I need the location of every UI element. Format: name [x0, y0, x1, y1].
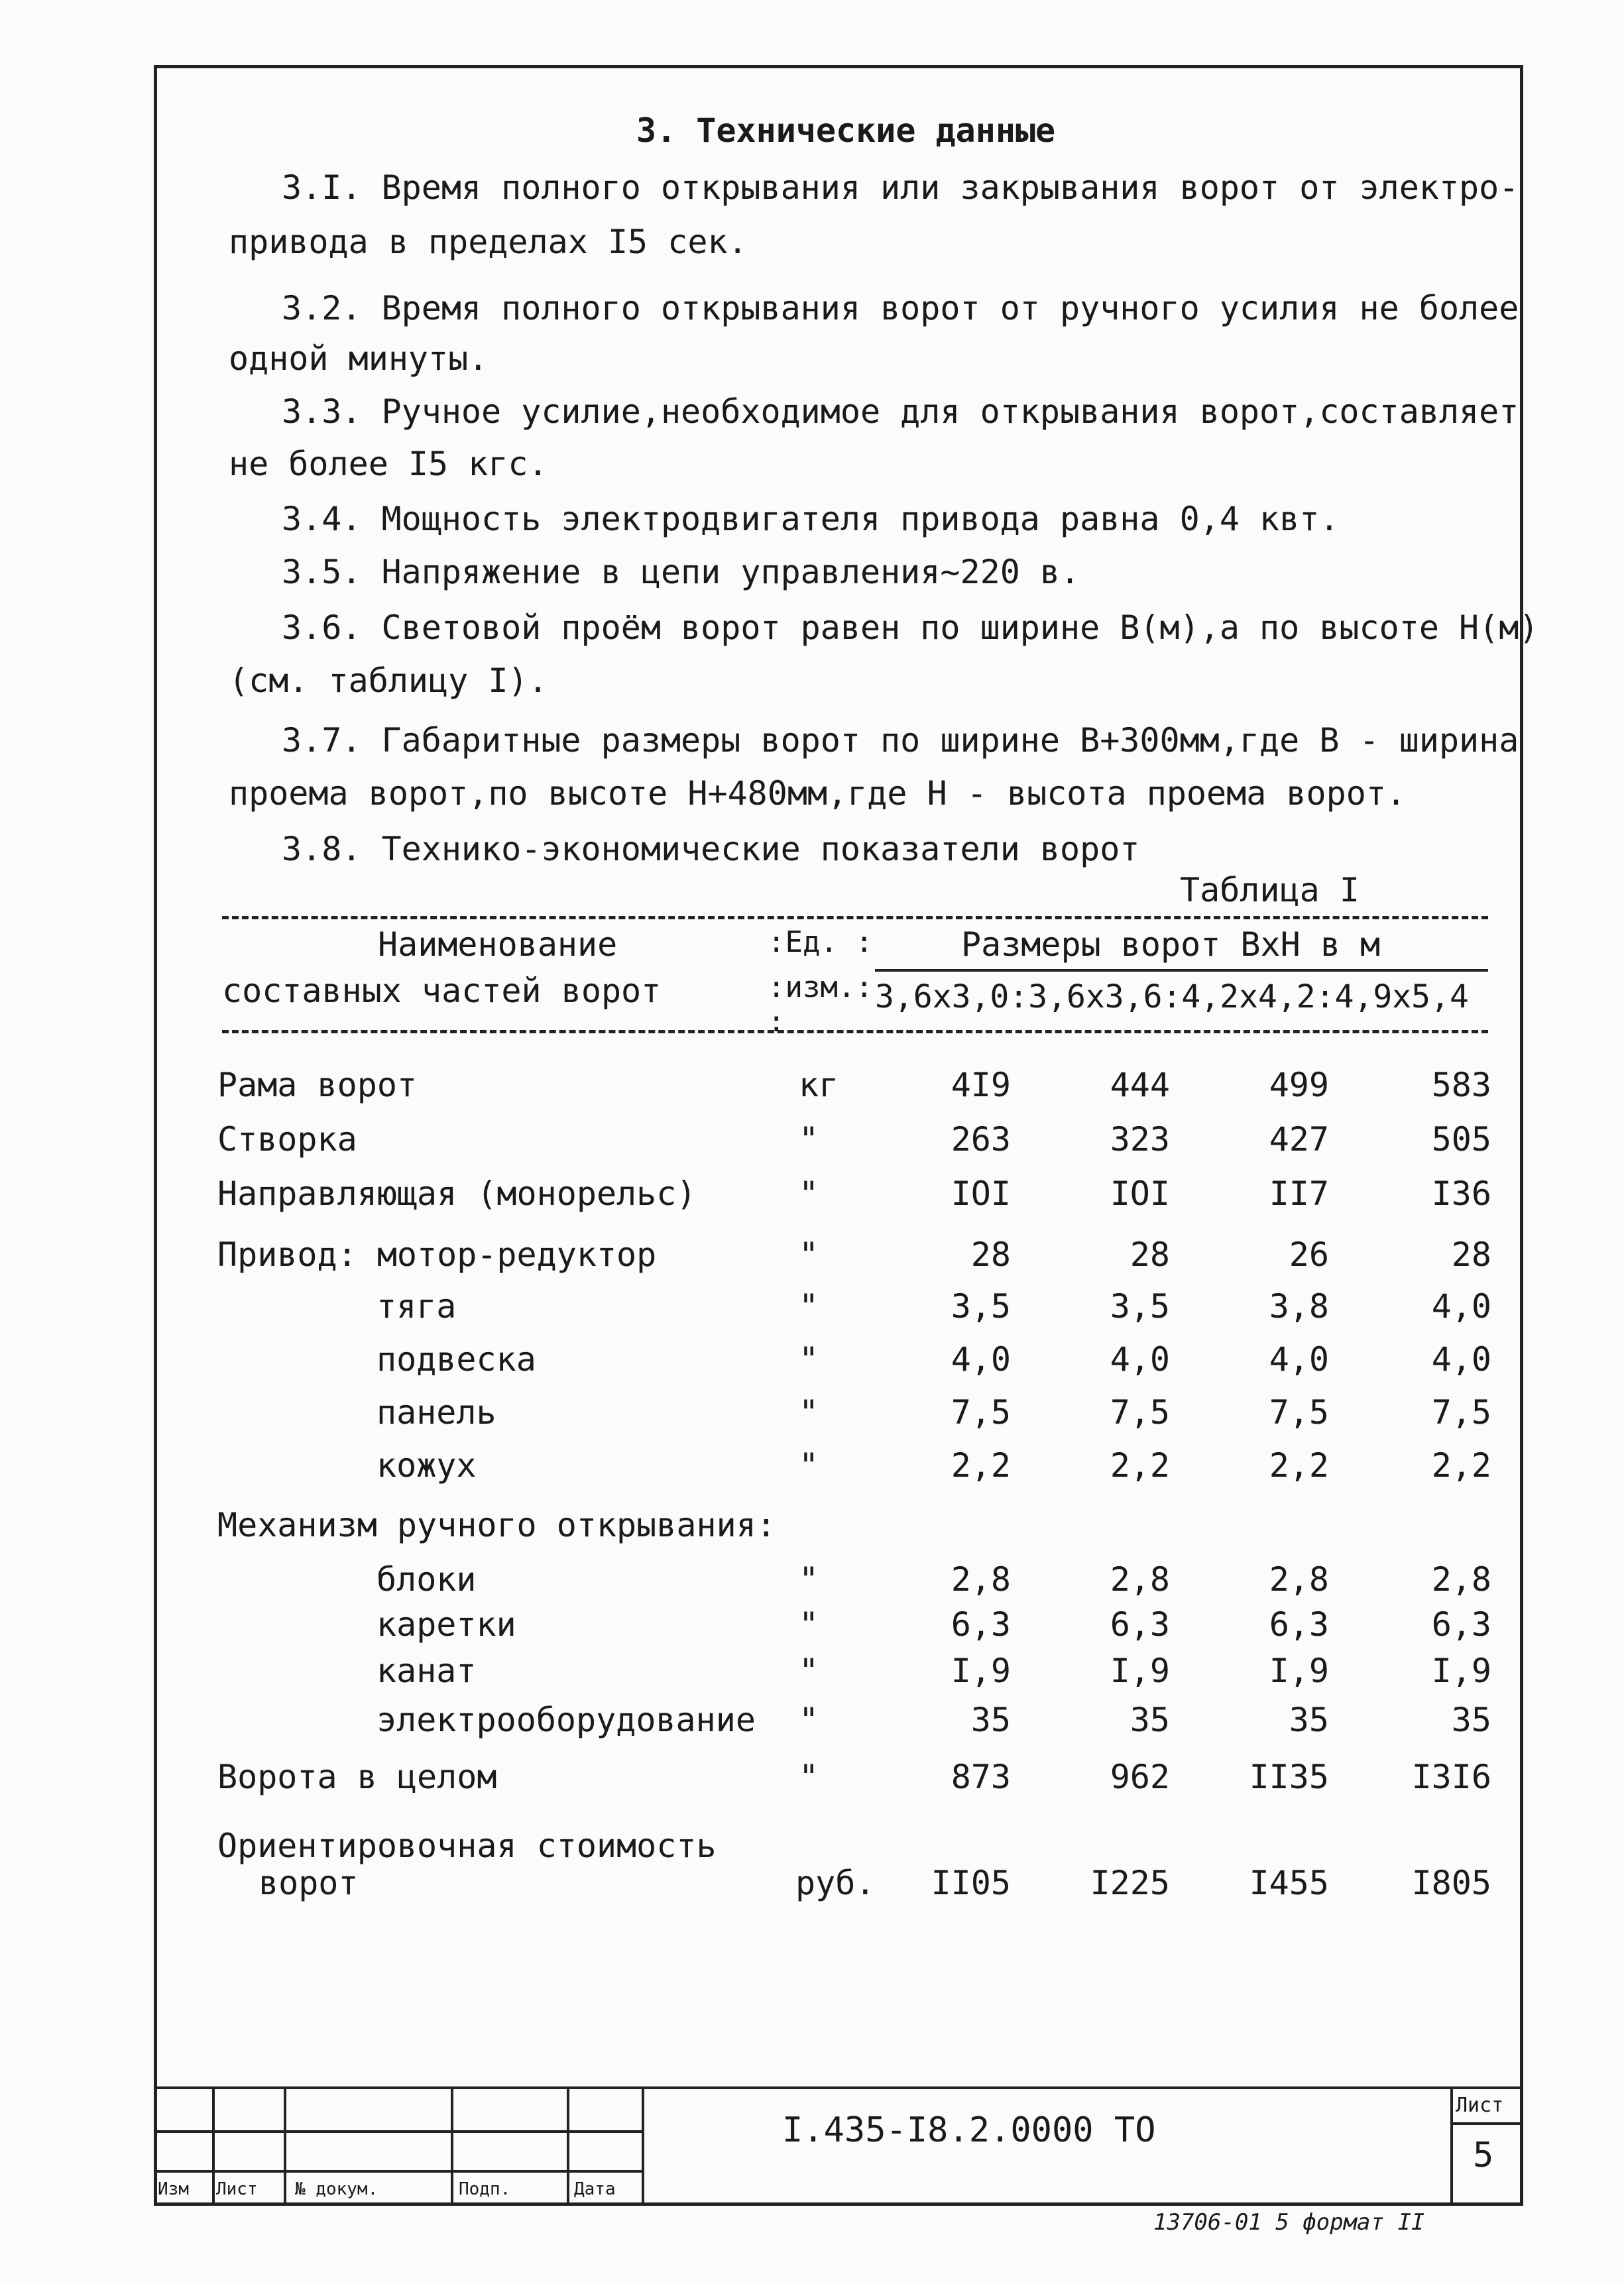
stamp-col-label: Подп. [459, 2179, 511, 2199]
table-row-name: Привод: мотор-редуктор [217, 1235, 657, 1274]
table-row-name: электрооборудование [377, 1701, 756, 1739]
section-title: 3. Технические данные [636, 111, 1056, 150]
paragraph-line: 3.2. Время полного открывания ворот от ручного усилия не более [282, 289, 1519, 327]
table-row-unit: кг [799, 1066, 839, 1104]
table-row-unit: " [799, 1605, 819, 1644]
table-cell-value: 4,0 [951, 1340, 1011, 1379]
stamp-sheet-rule [1450, 2122, 1523, 2125]
table-cell-value: 3,5 [1110, 1287, 1170, 1326]
table-cell-value: 26 [1289, 1235, 1329, 1274]
table-row-unit: " [799, 1120, 819, 1159]
table-cell-value: II05 [931, 1864, 1011, 1902]
table-cell-value: II7 [1269, 1174, 1329, 1213]
table-row-unit: " [799, 1393, 819, 1432]
table-row-unit: " [799, 1701, 819, 1739]
stamp-col-rule [284, 2086, 286, 2206]
table-cell-value: 2,8 [1269, 1560, 1329, 1599]
table-cell-value: IOI [1110, 1174, 1170, 1213]
table-cell-value: 444 [1110, 1066, 1170, 1104]
stamp-row-rule [154, 2130, 644, 2133]
table-cell-value: 962 [1110, 1758, 1170, 1796]
table-cell-value: 2,2 [951, 1446, 1011, 1485]
table-cell-value: 3,8 [1269, 1287, 1329, 1326]
table-header-rule [222, 1030, 1488, 1033]
table-cell-value: 499 [1269, 1066, 1329, 1104]
table-cell-value: 427 [1269, 1120, 1329, 1159]
paragraph-line: привода в пределах I5 сек. [229, 223, 748, 261]
table-cell-value: I,9 [951, 1652, 1011, 1690]
stamp-col-rule [451, 2086, 453, 2206]
stamp-col-rule [567, 2086, 569, 2206]
table-cell-value: 2,2 [1269, 1446, 1329, 1485]
table-cell-value: 505 [1431, 1120, 1491, 1159]
header-name-line2: составных частей ворот [222, 972, 662, 1010]
table-cell-value: 2,8 [1431, 1560, 1491, 1599]
paragraph-line: одной минуты. [229, 339, 489, 378]
table-cell-value: 35 [970, 1701, 1011, 1739]
table-cell-value: 35 [1289, 1701, 1329, 1739]
table-cell-value: 3,5 [951, 1287, 1011, 1326]
table-cell-value: 7,5 [951, 1393, 1011, 1432]
header-sizes-rule [875, 969, 1488, 972]
stamp-col-rule [1450, 2086, 1453, 2206]
table-cell-value: 263 [951, 1120, 1011, 1159]
header-unit-line2: :изм.: [768, 970, 873, 1004]
table-cell-value: 35 [1451, 1701, 1491, 1739]
table-row-unit: руб. [795, 1864, 876, 1902]
table-top-rule [222, 916, 1488, 919]
table-cell-value: 4,0 [1269, 1340, 1329, 1379]
table-cell-value: 7,5 [1431, 1393, 1491, 1432]
table-row-unit: " [799, 1652, 819, 1690]
table-row-unit: " [799, 1235, 819, 1274]
table-cell-value: I455 [1249, 1864, 1329, 1902]
table-cell-value: 873 [951, 1758, 1011, 1796]
table-cell-value: I225 [1090, 1864, 1170, 1902]
table-cell-value: I3I6 [1411, 1758, 1491, 1796]
table-cell-value: I36 [1431, 1174, 1491, 1213]
table-cell-value: I,9 [1269, 1652, 1329, 1690]
paragraph-line: (см. таблицу I). [229, 661, 548, 700]
table-cell-value: 7,5 [1110, 1393, 1170, 1432]
table-cell-value: 323 [1110, 1120, 1170, 1159]
table-cell-value: 2,8 [1110, 1560, 1170, 1599]
table-row-name: Ориентировочная стоимость [217, 1827, 717, 1865]
table-cell-value: 4,0 [1110, 1340, 1170, 1379]
table-row-name: блоки [377, 1560, 477, 1599]
table-row-unit: " [799, 1174, 819, 1213]
header-unit-line3: : [768, 1005, 785, 1039]
table-cell-value: 6,3 [1269, 1605, 1329, 1644]
table-cell-value: 583 [1431, 1066, 1491, 1104]
paragraph-line: 3.7. Габаритные размеры ворот по ширине В+300мм,где В - ширина [282, 721, 1519, 760]
table-cell-value: II35 [1249, 1758, 1329, 1796]
table-row-name: подвеска [377, 1340, 536, 1379]
paragraph-line: не более I5 кгс. [229, 445, 548, 483]
doc-code: I.435-I8.2.0000 ТО [782, 2110, 1156, 2150]
header-sizes: 3,6х3,0:3,6х3,6:4,2х4,2:4,9х5,4 [875, 978, 1469, 1015]
paragraph-line: 3.3. Ручное усилие,необходимое для открывания ворот,составляет [282, 392, 1519, 431]
table-row-name: канат [377, 1652, 477, 1690]
stamp-top-rule [154, 2086, 1523, 2089]
paragraph-line: 3.4. Мощность электродвигателя привода равна 0,4 квт. [282, 500, 1340, 538]
table-cell-value: 4I9 [951, 1066, 1011, 1104]
table-cell-value: 4,0 [1431, 1340, 1491, 1379]
table-cell-value: 2,2 [1431, 1446, 1491, 1485]
paragraph-line: проема ворот,по высоте Н+480мм,где Н - высота проема ворот. [229, 774, 1407, 813]
table-row-name: кожух [377, 1446, 477, 1485]
paragraph-line: 3.6. Световой проём ворот равен по ширине В(м),а по высоте Н(м) [282, 608, 1539, 647]
paragraph-line: 3.8. Технико-экономические показатели ворот [282, 830, 1140, 868]
table-cell-value: IOI [951, 1174, 1011, 1213]
table-cell-value: 6,3 [1431, 1605, 1491, 1644]
table-cell-value: I805 [1411, 1864, 1491, 1902]
table-cell-value: 28 [1130, 1235, 1170, 1274]
table-cell-value: 6,3 [1110, 1605, 1170, 1644]
table-row-name: тяга [377, 1287, 457, 1326]
table-row-unit: " [799, 1446, 819, 1485]
table-row-unit: " [799, 1758, 819, 1796]
table-row-unit: " [799, 1340, 819, 1379]
table-row-name: Направляющая (монорельс) [217, 1174, 697, 1213]
stamp-col-rule [642, 2086, 644, 2206]
stamp-col-rule [212, 2086, 215, 2206]
paragraph-line: 3.5. Напряжение в цепи управления~220 в. [282, 553, 1080, 591]
table-row-name: Створка [217, 1120, 357, 1159]
table-cell-value: I,9 [1110, 1652, 1170, 1690]
footer-note: 13706-01 5 формат II [1153, 2209, 1425, 2236]
table-cell-value: 2,2 [1110, 1446, 1170, 1485]
table-row-name: Ворота в целом [217, 1758, 497, 1796]
paragraph-line: 3.I. Время полного открывания или закрывания ворот от электро- [282, 168, 1519, 207]
stamp-col-label: Лист [216, 2179, 258, 2199]
table-row-name: каретки [377, 1605, 516, 1644]
stamp-col-label: Изм [158, 2179, 189, 2199]
table-cell-value: I,9 [1431, 1652, 1491, 1690]
table-row-name: ворот [259, 1864, 359, 1902]
table-cell-value: 2,8 [951, 1560, 1011, 1599]
table-cell-value: 28 [970, 1235, 1011, 1274]
table-cell-value: 7,5 [1269, 1393, 1329, 1432]
sheet-number: 5 [1473, 2136, 1494, 2175]
sheet-label: Лист [1456, 2094, 1504, 2117]
table-row-name: Рама ворот [217, 1066, 418, 1104]
table-row-name: панель [377, 1393, 496, 1432]
header-unit-line1: :Ед. : [768, 925, 873, 959]
header-sizes-title: Размеры ворот ВхН в м [961, 925, 1381, 964]
table-cell-value: 28 [1451, 1235, 1491, 1274]
table-row-unit: " [799, 1287, 819, 1326]
table-cell-value: 4,0 [1431, 1287, 1491, 1326]
table-caption: Таблица I [1180, 871, 1360, 909]
table-cell-value: 35 [1130, 1701, 1170, 1739]
header-name-line1: Наименование [378, 925, 618, 964]
stamp-col-label: Дата [574, 2179, 616, 2199]
stamp-col-label: № докум. [295, 2179, 378, 2199]
table-row-unit: " [799, 1560, 819, 1599]
table-cell-value: 6,3 [951, 1605, 1011, 1644]
stamp-row-rule [154, 2170, 644, 2173]
table-row-name: Механизм ручного открывания: [217, 1506, 776, 1544]
